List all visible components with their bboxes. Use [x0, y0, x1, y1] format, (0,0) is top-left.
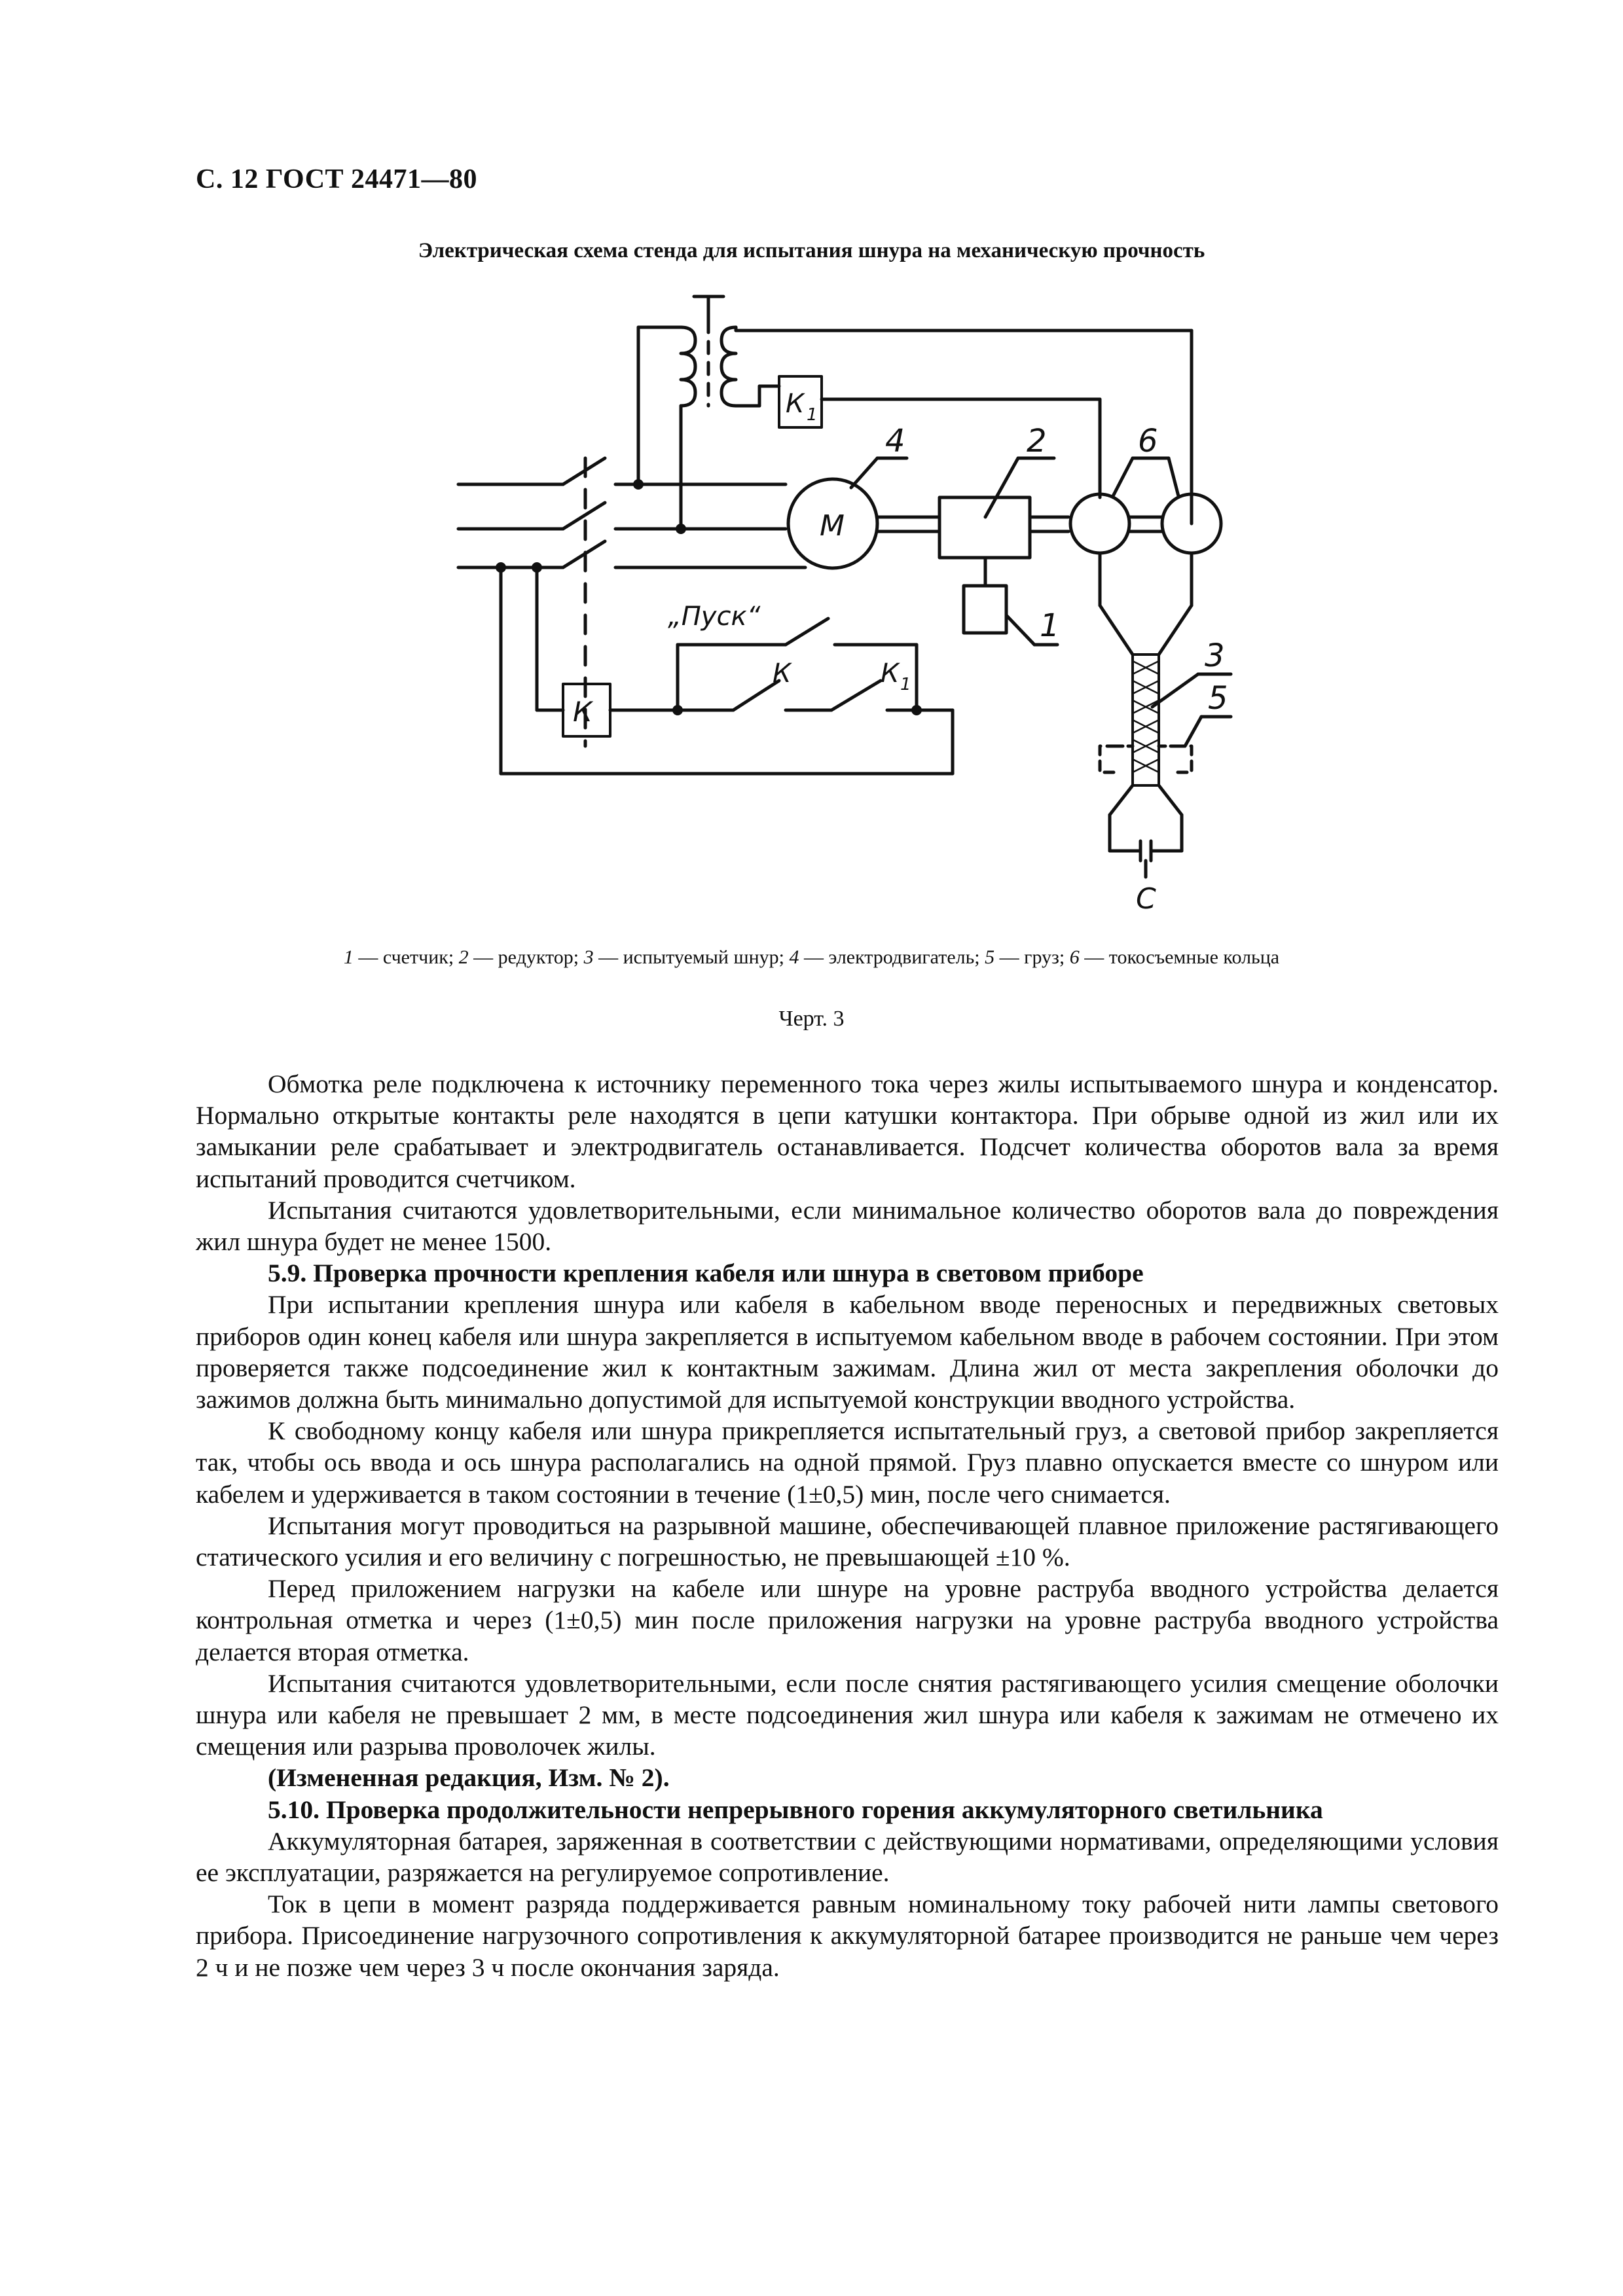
paragraph: Испытания считаются удовлетворительными, если минимальное количество оборотов вала до повреждения жил шнура будет не менее 1500.: [196, 1195, 1499, 1257]
contact-k1-sub: 1: [900, 675, 911, 694]
cord-assembly: [1100, 553, 1231, 916]
legend-num-2: 2: [458, 946, 469, 968]
contact-k1-label: К: [881, 658, 900, 689]
paragraph: Ток в цепи в момент разряда поддерживается равным номинальному току рабочей нити лампы светового прибора. Присоединение нагрузочного сопротивления к аккумуляторной батарее производится не раньше чем через 2 ч и не позже чем через 3 ч после окончания заряда.: [196, 1890, 1499, 1982]
ref-4: 4: [885, 423, 905, 459]
amendment-note: (Измененная редакция, Изм. № 2).: [268, 1763, 670, 1793]
ref-6: 6: [1138, 423, 1158, 459]
motor-label: М: [820, 509, 845, 543]
circuit-diagram: [445, 275, 1296, 936]
relay-k1-label: К: [786, 389, 805, 419]
ref-3: 3: [1205, 637, 1225, 674]
contactor-k-label: К: [573, 696, 593, 728]
section-heading: 5.9. Проверка прочности крепления кабеля или шнура в световом приборе: [268, 1259, 1144, 1288]
legend-num-5: 5: [985, 946, 995, 968]
contact-k-label: К: [773, 658, 792, 689]
start-button-label: „Пуск“: [668, 601, 761, 632]
legend-text-4: — электродвигатель;: [799, 946, 985, 968]
legend-text-2: — редуктор;: [468, 946, 584, 968]
paragraph: При испытании крепления шнура или кабеля в кабельном вводе переносных и передвижных световых приборов один конец кабеля или шнура закрепляется в испытуемом кабельном вводе в рабочем состоянии. При этом проверяется также подсоединение жил к контактным зажимам. Длина жил от места закрепления оболочки до зажимов должна быть минимально допустимой для испытуемой конструкции вводного устройства.: [196, 1290, 1499, 1414]
legend-num-1: 1: [343, 946, 354, 968]
paragraph: Испытания считаются удовлетворительными, если после снятия растягивающего усилия смещение оболочки шнура или кабеля не превышает 2 мм, в месте подсоединения жил шнура или кабеля к зажимам не отмечено их смещения или разрыва проволочек жилы.: [196, 1668, 1499, 1761]
legend-text-3: — испытуемый шнур;: [593, 946, 790, 968]
body-text: [196, 1068, 1499, 1983]
ref-5: 5: [1208, 680, 1228, 717]
page-header: С. 12 ГОСТ 24471—80: [196, 164, 478, 194]
figure-title: Электрическая схема стенда для испытания шнура на механическую прочность: [418, 239, 1205, 262]
paragraph: Аккумуляторная батарея, заряженная в соответствии с действующими нормативами, определяющими условия ее эксплуатации, разряжается на регулируемое сопротивление.: [196, 1826, 1499, 1888]
legend-num-4: 4: [789, 946, 799, 968]
legend-text-6: — токосъемные кольца: [1079, 946, 1280, 968]
legend-num-3: 3: [583, 946, 594, 968]
paragraph: Перед приложением нагрузки на кабеле или шнуре на уровне раструба вводного устройства делается контрольная отметка и через (1±0,5) мин после приложения нагрузки на уровне раструба вводного устройства делается вторая отметка.: [196, 1574, 1499, 1666]
figure-number: Черт. 3: [778, 1007, 845, 1031]
capacitor-label: С: [1136, 882, 1156, 916]
slip-rings: [1070, 423, 1221, 553]
section-heading: 5.10. Проверка продолжительности непрерывного горения аккумуляторного светильника: [268, 1795, 1323, 1824]
reducer: [939, 423, 1068, 586]
control-circuit: [496, 479, 953, 774]
legend-text-1: — счетчик;: [353, 946, 459, 968]
motor: [788, 423, 939, 568]
ref-1: 1: [1040, 607, 1060, 644]
ref-2: 2: [1027, 423, 1047, 459]
paragraph: Обмотка реле подключена к источнику переменного тока через жилы испытываемого шнура и конденсатор. Нормально открытые контакты реле находятся в цепи катушки контактора. При обрыве одной из жил или их замыкании реле срабатывает и электродвигатель останавливается. Подсчет количества оборотов вала за время испытаний проводится счетчиком.: [196, 1069, 1499, 1193]
paragraph: Испытания могут проводиться на разрывной машине, обеспечивающей плавное приложение растягивающего статического усилия и его величину с погрешностью, не превышающей ±10 %.: [196, 1511, 1499, 1572]
relay-k1-sub: 1: [807, 405, 818, 425]
counter: [964, 586, 1060, 645]
legend-text-5: — груз;: [994, 946, 1070, 968]
figure-legend: [0, 946, 1623, 969]
legend-num-6: 6: [1069, 946, 1080, 968]
paragraph: К свободному концу кабеля или шнура прикрепляется испытательный груз, а световой прибор закрепляется так, чтобы ось ввода и ось шнура располагались на одной прямой. Груз плавно опускается вместе со шнуром или кабелем и удерживается в таком состоянии в течение (1±0,5) мин, после чего снимается.: [196, 1416, 1499, 1509]
